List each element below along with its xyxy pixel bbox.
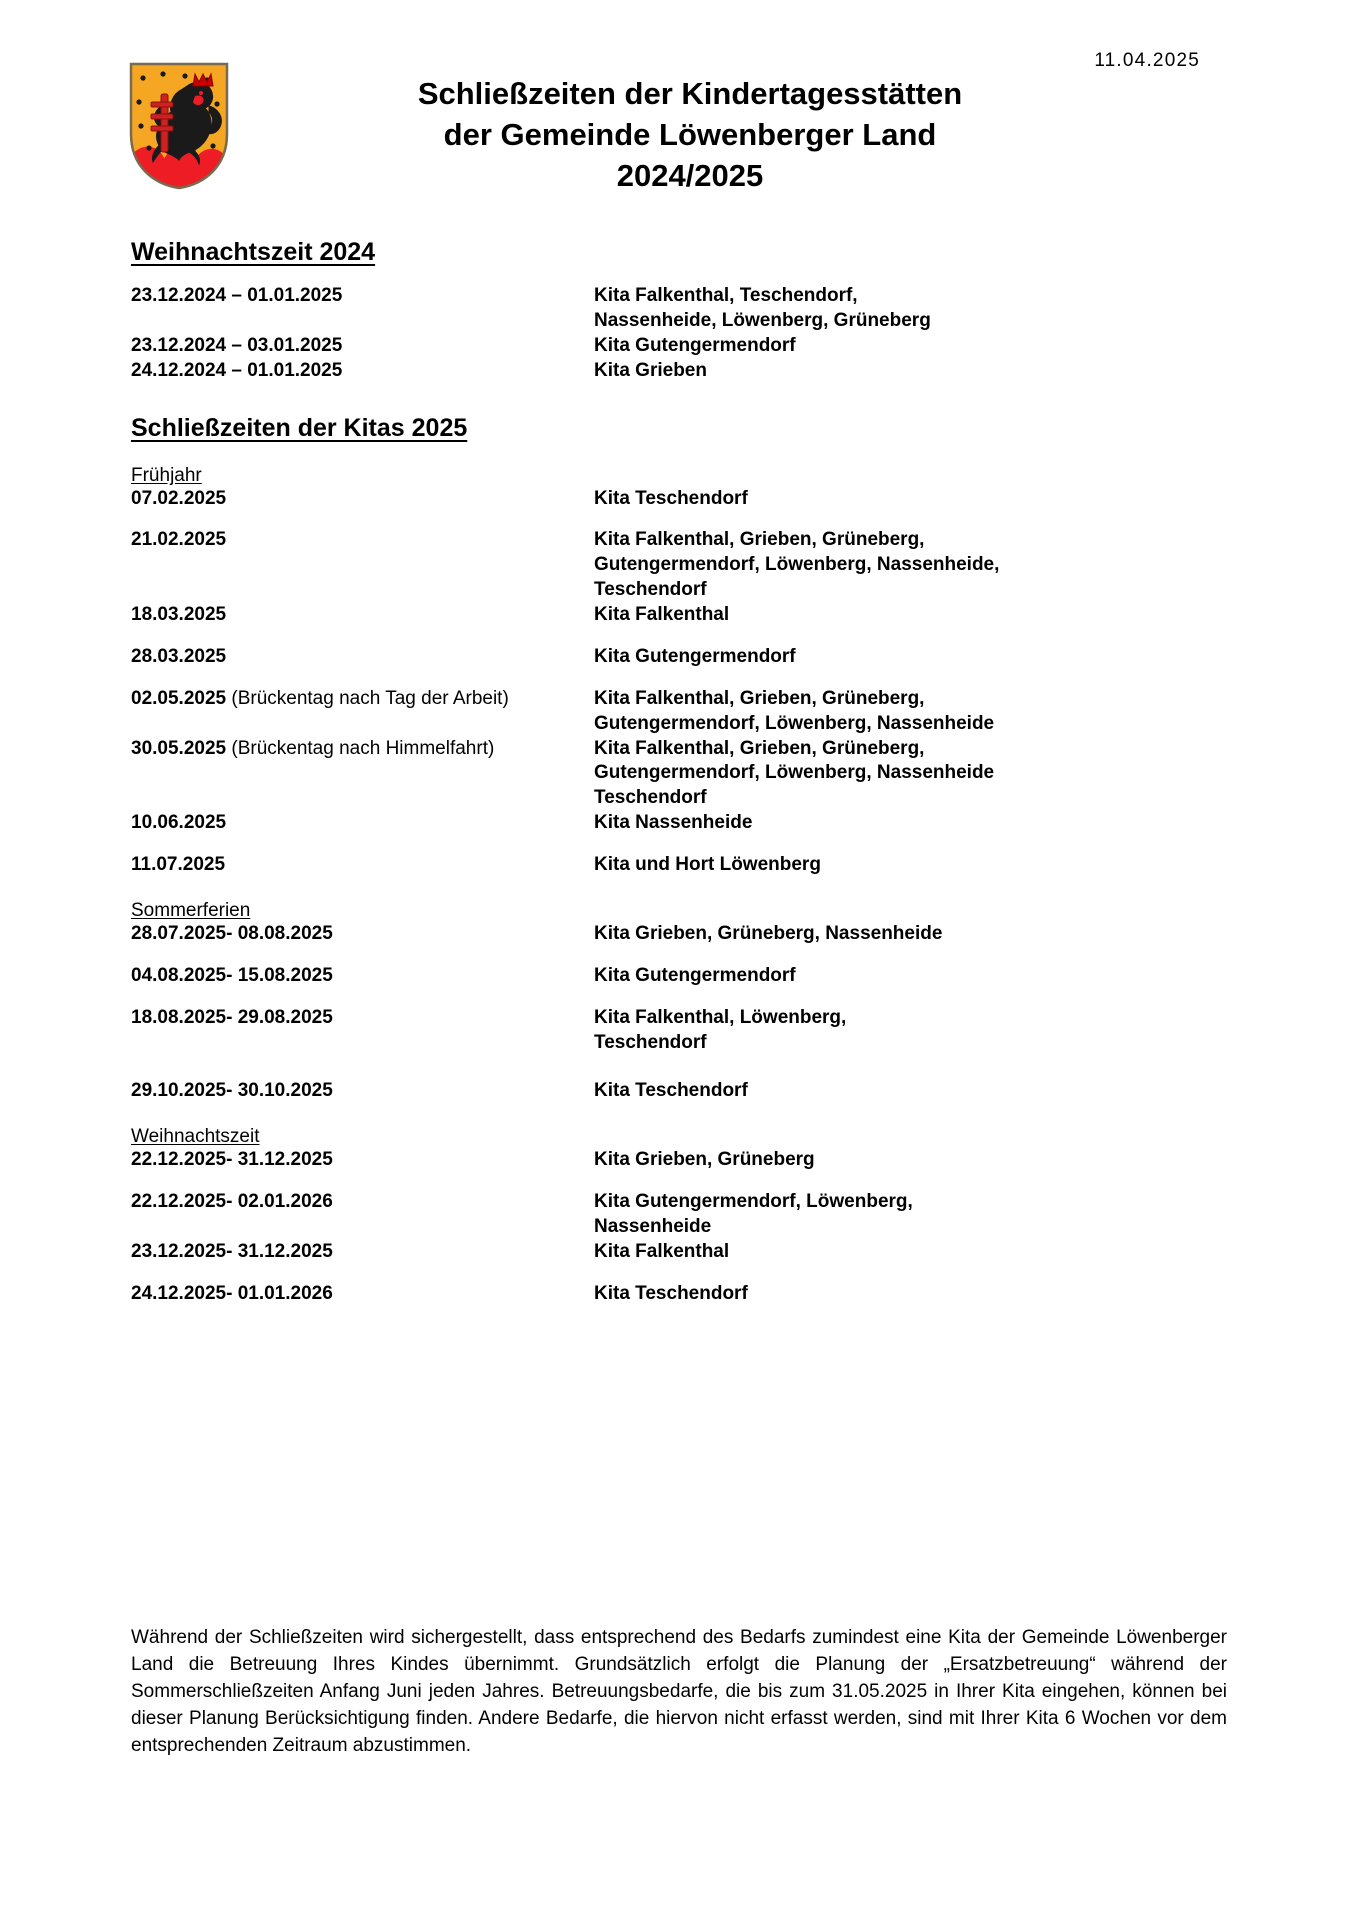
title-line-2: der Gemeinde Löwenberger Land (443, 116, 937, 152)
row-date (131, 334, 594, 359)
row-date (131, 359, 594, 384)
row-date-text: 18.08.2025- 29.08.2025 (131, 1006, 333, 1028)
kita-line: Kita Falkenthal (594, 1240, 730, 1262)
row-kitas (594, 1148, 1064, 1173)
kita-line: Nassenheide, Löwenberg, Grüneberg (594, 309, 931, 331)
row-date-text: 18.03.2025 (131, 604, 227, 625)
table-row (0, 1282, 1358, 1307)
kita-line: Gutengermendorf, Löwenberg, Nassenheide (594, 762, 995, 784)
table-row (0, 853, 1358, 878)
row-date-note: (Brückentag nach Himmelfahrt) (226, 737, 495, 759)
row-date-text: 28.07.2025- 08.08.2025 (131, 922, 333, 944)
row-date-text: 07.02.2025 (131, 487, 227, 509)
row-kitas (594, 687, 1064, 737)
sub-heading-sommerferien: Sommerferien (131, 899, 251, 921)
row-date-text: 04.08.2025- 15.08.2025 (131, 964, 333, 986)
table-row (0, 811, 1358, 836)
row-date (131, 487, 594, 512)
row-date (131, 1006, 594, 1031)
row-group-sommerferien (0, 922, 1358, 1104)
table-row (0, 964, 1358, 989)
row-date-text: 24.12.2024 – 01.01.2025 (131, 359, 343, 381)
kita-line: Kita Teschendorf (594, 1282, 748, 1304)
footer-note: Während der Schließzeiten wird sichergestellt, dass entsprechend des Bedarfs zumindest eine Kita der Gemeinde Löwenberger Land die Betreuung Ihres Kindes übernimmt. Grundsätzlich erfolgt die Planung der „Ersatzbetreuung“ während der Sommerschließzeiten Anfang Juni jeden Jahres. Betreuungsbedarfe, die bis zum 31.05.2025 in Ihrer Kita eingehen, können bei dieser Planung Berücksichtigung finden. Andere Bedarfe, die hiervon nicht erfasst werden, sind mit Ihrer Kita 6 Wochen vor dem entsprechenden Zeitraum abzustimmen. (131, 1627, 1227, 1756)
row-date (131, 1079, 594, 1104)
row-kitas (594, 964, 1064, 989)
table-row (0, 1190, 1358, 1240)
section-heading-weihnachtszeit-2024: Weihnachtszeit 2024 (131, 238, 376, 266)
table-row (0, 922, 1358, 947)
page-title (250, 74, 1130, 197)
row-kitas (594, 1190, 1064, 1240)
kita-line: Kita Teschendorf (594, 1080, 748, 1102)
kita-line: Kita Falkenthal, Löwenberg, (594, 1006, 847, 1028)
kita-line: Kita Falkenthal, Grieben, Grüneberg, (594, 687, 925, 709)
kita-line: Kita Falkenthal, Grieben, Grüneberg, (594, 529, 925, 551)
table-row (0, 603, 1358, 628)
row-date (131, 964, 594, 989)
kita-line: Kita Grieben (594, 359, 707, 381)
kita-line: Kita Falkenthal, Grieben, Grüneberg, (594, 737, 925, 759)
row-kitas (594, 284, 1064, 334)
row-date-text: 22.12.2025- 02.01.2026 (131, 1191, 333, 1213)
kita-line: Kita Falkenthal, Teschendorf, (594, 285, 858, 306)
table-row (0, 487, 1358, 512)
row-date-text: 23.12.2024 – 01.01.2025 (131, 285, 343, 306)
row-date-text: 28.03.2025 (131, 645, 227, 667)
row-date-text: 29.10.2025- 30.10.2025 (131, 1080, 333, 1102)
kita-line: Kita und Hort Löwenberg (594, 854, 821, 875)
table-row (0, 645, 1358, 670)
row-kitas (594, 528, 1064, 603)
sub-heading-weihnachtszeit: Weihnachtszeit (131, 1126, 260, 1148)
row-date (131, 528, 594, 553)
row-date-text: 10.06.2025 (131, 812, 227, 834)
table-row (0, 284, 1358, 334)
row-kitas (594, 811, 1064, 836)
table-row (0, 687, 1358, 737)
row-date (131, 645, 594, 670)
table-row (0, 359, 1358, 384)
row-group-weihnachtszeit-2024 (0, 284, 1358, 384)
table-row (0, 737, 1358, 812)
kita-line: Kita Gutengermendorf (594, 645, 796, 667)
row-date (131, 284, 594, 309)
table-row (0, 1006, 1358, 1056)
row-group-fruehjahr (0, 487, 1358, 878)
row-date (131, 1282, 594, 1307)
row-date-text: 23.12.2024 – 03.01.2025 (131, 334, 343, 356)
row-date-text: 02.05.2025 (131, 687, 227, 709)
row-date (131, 922, 594, 947)
kita-line: Kita Gutengermendorf, Löwenberg, (594, 1191, 913, 1213)
title-line-3: 2024/2025 (616, 157, 764, 193)
table-row (0, 1240, 1358, 1265)
row-date (131, 603, 594, 628)
row-date-text: 23.12.2025- 31.12.2025 (131, 1240, 333, 1262)
kita-line: Nassenheide (594, 1216, 712, 1237)
row-date-text: 22.12.2025- 31.12.2025 (131, 1149, 333, 1171)
coat-of-arms-icon (125, 60, 233, 192)
row-date-text: 11.07.2025 (131, 854, 226, 875)
row-kitas (594, 1282, 1064, 1307)
document-date: 11.04.2025 (1094, 50, 1200, 71)
title-line-1: Schließzeiten der Kindertagesstätten (417, 76, 963, 111)
row-kitas (594, 737, 1064, 812)
kita-line: Kita Grieben, Grüneberg, Nassenheide (594, 922, 943, 944)
kita-line: Kita Teschendorf (594, 487, 748, 509)
row-date (131, 737, 594, 762)
row-date (131, 1190, 594, 1215)
row-date (131, 811, 594, 836)
table-row (0, 528, 1358, 603)
kita-line: Kita Falkenthal (594, 604, 730, 625)
kita-line: Teschendorf (594, 1031, 707, 1053)
kita-line: Kita Gutengermendorf (594, 964, 796, 986)
row-date (131, 853, 594, 878)
kita-line: Kita Grieben, Grüneberg (594, 1149, 815, 1171)
row-date-text: 30.05.2025 (131, 737, 227, 759)
row-kitas (594, 1006, 1064, 1056)
table-row (0, 1079, 1358, 1104)
document-body (0, 238, 1358, 1307)
kita-line: Kita Nassenheide (594, 812, 753, 834)
table-row (0, 1148, 1358, 1173)
row-kitas (594, 645, 1064, 670)
row-date-note: (Brückentag nach Tag der Arbeit) (226, 687, 509, 709)
table-row (0, 334, 1358, 359)
kita-line: Gutengermendorf, Löwenberg, Nassenheide (594, 712, 995, 734)
kita-line: Gutengermendorf, Löwenberg, Nassenheide, (594, 554, 1000, 576)
document-header (0, 60, 1358, 210)
row-kitas (594, 359, 1064, 384)
kita-line: Teschendorf (594, 787, 707, 809)
sub-heading-fruehjahr: Frühjahr (131, 464, 202, 486)
row-date (131, 1148, 594, 1173)
row-date-text: 21.02.2025 (131, 529, 227, 551)
row-date (131, 687, 594, 712)
kita-line: Teschendorf (594, 579, 707, 601)
row-date-text: 24.12.2025- 01.01.2026 (131, 1282, 333, 1304)
row-kitas (594, 853, 1064, 878)
kita-line: Kita Gutengermendorf (594, 334, 796, 356)
row-kitas (594, 334, 1064, 359)
row-kitas (594, 922, 1064, 947)
row-date (131, 1240, 594, 1265)
section-heading-schliesszeiten-2025: Schließzeiten der Kitas 2025 (131, 413, 468, 442)
row-kitas (594, 1079, 1064, 1104)
row-kitas (594, 487, 1064, 512)
row-group-weihnachtszeit-2025 (0, 1148, 1358, 1306)
row-kitas (594, 1240, 1064, 1265)
row-kitas (594, 603, 1064, 628)
